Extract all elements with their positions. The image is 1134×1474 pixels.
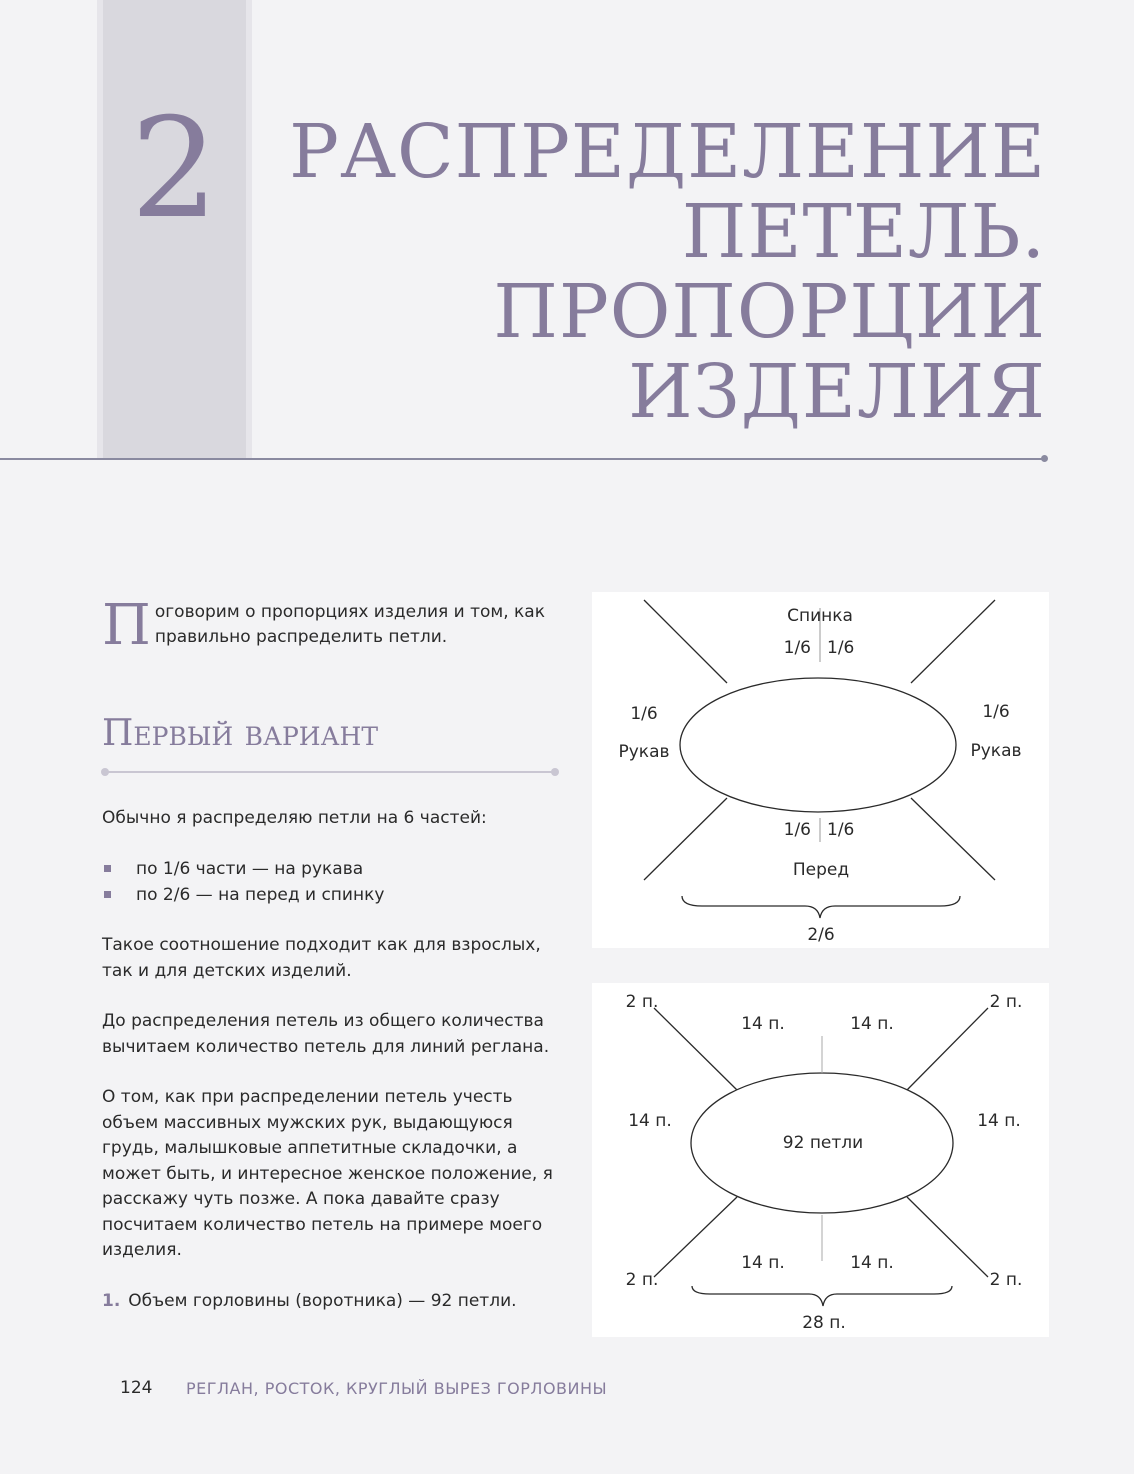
bullet-text: по 1/6 части — на рукава bbox=[136, 859, 364, 879]
label-corner-bl: 2 п. bbox=[625, 1270, 659, 1290]
label-side-right: 14 п. bbox=[977, 1111, 1021, 1131]
page-number: 124 bbox=[120, 1378, 153, 1398]
raglan-line br bbox=[911, 798, 995, 880]
intro-text: оговорим о пропорциях изделия и том, как правильно распределить петли. bbox=[154, 602, 545, 647]
section-rule-dot-right bbox=[551, 768, 559, 776]
label-bottom-left: 14 п. bbox=[741, 1253, 785, 1273]
item-text: Объем горловины (воротника) — 92 петли. bbox=[128, 1291, 517, 1311]
chapter-title-line-3: ПРОПОРЦИИ bbox=[493, 269, 1046, 355]
bullet-square-icon bbox=[104, 891, 111, 898]
label-center: 92 петли bbox=[782, 1133, 864, 1153]
chapter-title-line-2: ПЕТЕЛЬ. bbox=[681, 189, 1046, 275]
brace-front bbox=[682, 896, 960, 918]
label-corner-br: 2 п. bbox=[989, 1270, 1023, 1290]
numbered-item bbox=[102, 1288, 517, 1314]
stitch-count-diagram-svg bbox=[592, 983, 1049, 1337]
label-bottom-left-frac: 1/6 bbox=[783, 820, 811, 840]
title-rule-dot bbox=[1041, 455, 1048, 462]
raglan-line-tl bbox=[644, 600, 727, 683]
raglan-line-tr bbox=[907, 1008, 988, 1090]
label-right-frac: 1/6 bbox=[982, 702, 1010, 722]
label-top-right-frac: 1/6 bbox=[827, 638, 855, 658]
proportion-diagram-svg bbox=[592, 592, 1049, 948]
item-number: 1. bbox=[102, 1291, 121, 1311]
raglan-line-tr bbox=[911, 600, 995, 683]
bullet-item bbox=[102, 856, 572, 882]
label-bottom-right-frac: 1/6 bbox=[827, 820, 855, 840]
section-rule-dot-left bbox=[101, 768, 109, 776]
label-sleeve-right: Рукав bbox=[970, 741, 1022, 761]
label-top-left-frac: 1/6 bbox=[783, 638, 811, 658]
bullet-list bbox=[102, 856, 572, 908]
paragraph-ratio: Такое соотношение подходит как для взрослых, так и для детских изделий. bbox=[102, 935, 541, 981]
bullet-item bbox=[102, 882, 572, 908]
label-side-left: 14 п. bbox=[628, 1111, 672, 1131]
title-rule bbox=[0, 458, 1044, 460]
raglan-line-tl bbox=[654, 1008, 737, 1090]
brace-front bbox=[692, 1286, 952, 1306]
chapter-number: 2 bbox=[130, 88, 219, 249]
proportion-diagram bbox=[592, 592, 1049, 948]
chapter-title-line-1: РАСПРЕДЕЛЕНИЕ bbox=[289, 109, 1046, 195]
intro-paragraph bbox=[102, 593, 572, 658]
label-top-right: 14 п. bbox=[850, 1014, 894, 1034]
label-brace: 2/6 bbox=[807, 925, 835, 945]
label-back: Спинка bbox=[787, 606, 853, 626]
label-front: Перед bbox=[792, 860, 850, 880]
label-left-frac: 1/6 bbox=[630, 704, 658, 724]
label-top-left: 14 п. bbox=[741, 1014, 785, 1034]
paragraph-later: О том, как при распределении петель учесть объем массивных мужских рук, выдающуюся грудь, малышковые аппетитные складочки, а может быть, и интересное женское положение, я расскажу чуть позже. А пока давайте сразу посчитаем количество петель на примере моего изделия. bbox=[102, 1087, 553, 1260]
chapter-title-line-4: ИЗДЕЛИЯ bbox=[628, 349, 1046, 435]
label-corner-tr: 2 п. bbox=[989, 992, 1023, 1012]
paragraph-raglan: До распределения петель из общего количества вычитаем количество петель для линий реглана. bbox=[102, 1011, 550, 1057]
raglan-line-br bbox=[907, 1197, 988, 1277]
section-rule bbox=[104, 771, 556, 773]
label-bottom-right: 14 п. bbox=[850, 1253, 894, 1273]
label-brace: 28 п. bbox=[802, 1313, 846, 1333]
dropcap: П bbox=[102, 593, 151, 658]
running-title: РЕГЛАН, РОСТОК, КРУГЛЫЙ ВЫРЕЗ ГОРЛОВИНЫ bbox=[186, 1379, 608, 1398]
neckline-ellipse bbox=[680, 678, 956, 812]
label-sleeve-left: Рукав bbox=[618, 742, 670, 762]
section-heading: Первый вариант bbox=[102, 713, 379, 754]
paragraph-parts: Обычно я распределяю петли на 6 частей: bbox=[102, 808, 487, 828]
bullet-square-icon bbox=[104, 865, 111, 872]
raglan-line-bl bbox=[644, 798, 727, 880]
chapter-title bbox=[286, 109, 1046, 435]
raglan-line-bl bbox=[654, 1197, 737, 1277]
bullet-text: по 2/6 — на перед и спинку bbox=[136, 885, 385, 905]
stitch-count-diagram bbox=[592, 983, 1049, 1337]
label-corner-tl: 2 п. bbox=[625, 992, 659, 1012]
